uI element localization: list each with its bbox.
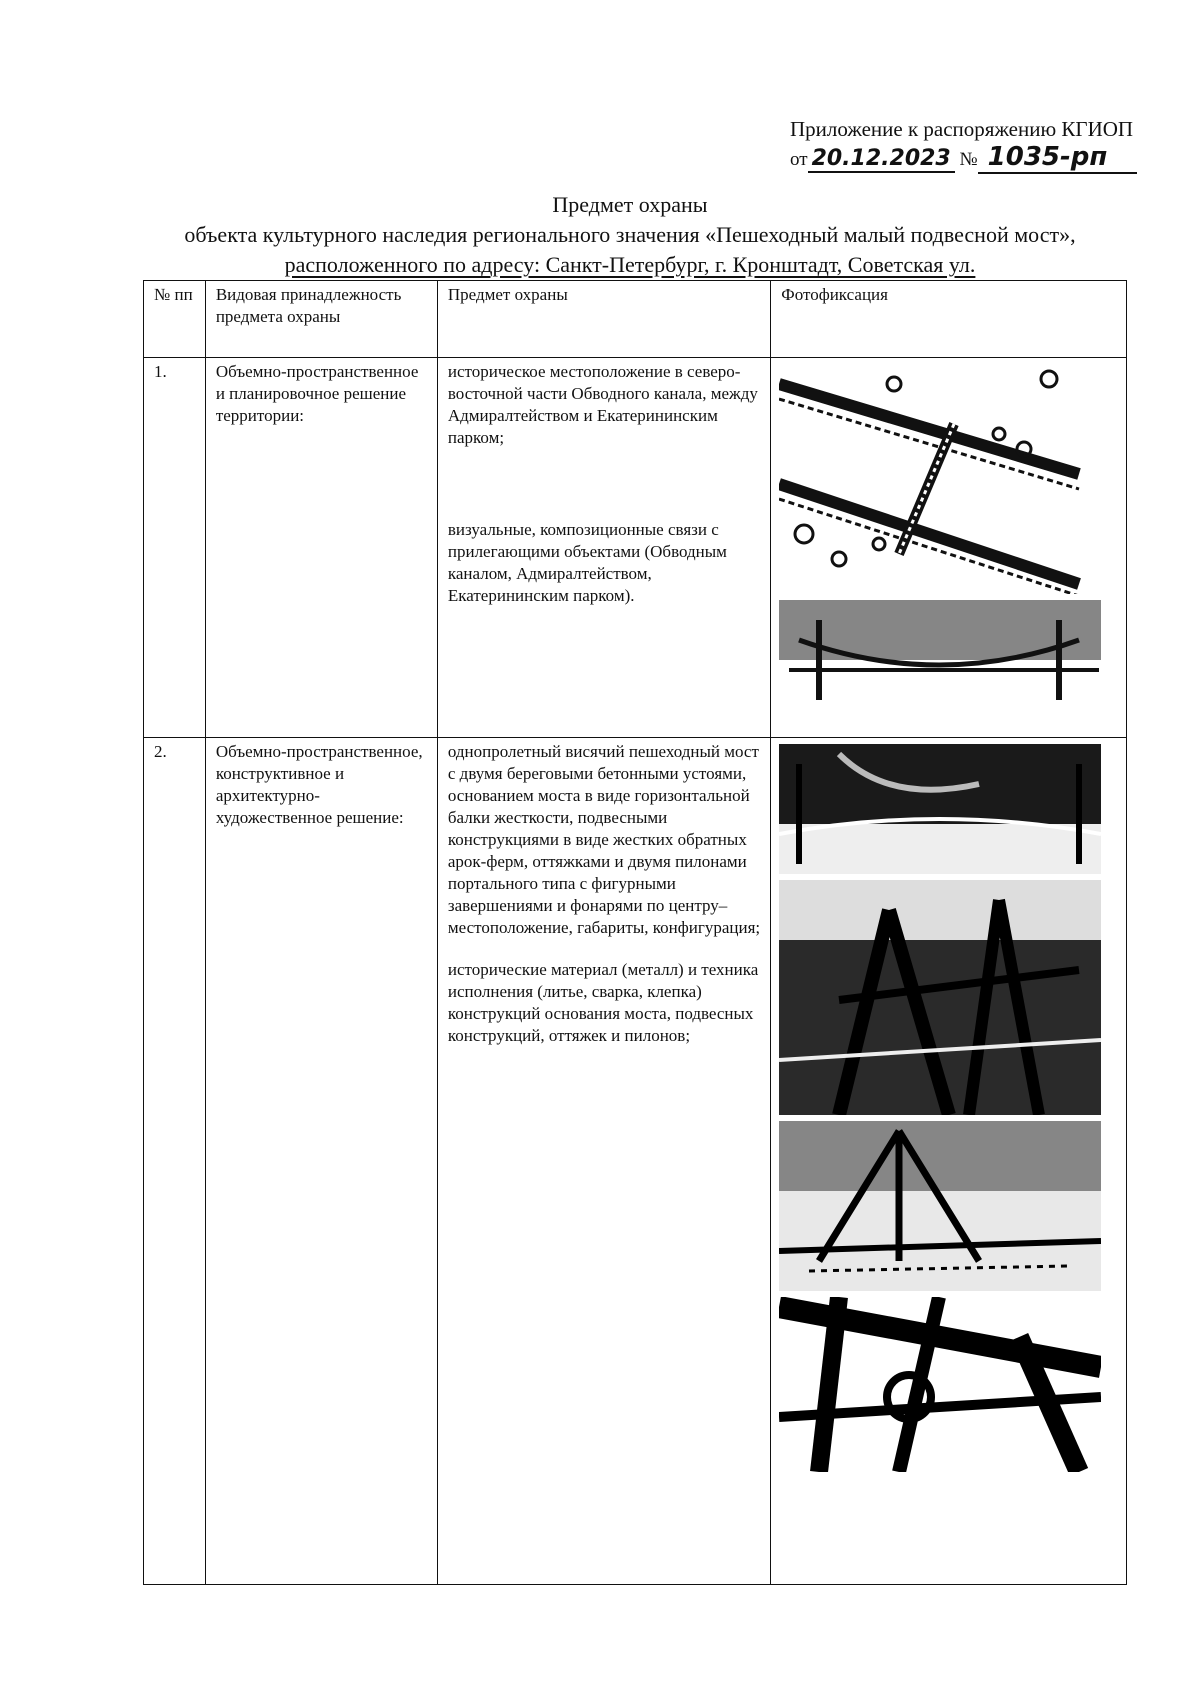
header-subject: Предмет охраны [437, 281, 770, 358]
table-row [144, 358, 1127, 738]
table-header-row [144, 281, 1127, 358]
row-type: Объемно-пространственное, конструктивное и архитектурно-художественное решение: [205, 738, 437, 1585]
bridge-photo [779, 600, 1101, 708]
appendix-ref [790, 144, 1160, 173]
appendix-number-sign: № [959, 149, 978, 170]
row-subject [437, 358, 770, 738]
subject-paragraph: историческое местоположение в северо-восточной части Обводного канала, между Адмиралтейством и Екатерининским парком; [447, 362, 758, 447]
subject-paragraph: визуальные, композиционные связи с прилегающими объектами (Обводным каналом, Адмиралтейством, Екатерининским парком). [447, 520, 727, 605]
appendix-header [790, 116, 1160, 173]
protection-subject-table [143, 280, 1127, 1585]
appendix-date: 20.12.2023 [808, 146, 955, 173]
title-line-3: расположенного по адресу: Санкт-Петербург, г. Кронштадт, Советская ул. [284, 252, 976, 277]
bridge-photo [779, 744, 1101, 874]
site-plan-image [779, 364, 1101, 594]
header-num: № пп [144, 281, 206, 358]
row-subject [437, 738, 770, 1585]
appendix-number: 1035-рп [978, 142, 1138, 174]
arch-truss-photo [779, 1121, 1101, 1291]
detail-photo [779, 1297, 1101, 1472]
document-title [130, 190, 1130, 280]
row-photos [771, 358, 1127, 738]
pylon-photo [779, 880, 1101, 1115]
title-line-1: Предмет охраны [552, 192, 708, 217]
subject-paragraph: однопролетный висячий пешеходный мост с двумя береговыми бетонными устоями, основанием моста в виде горизонтальной балки жесткости, подвесными конструкциями в виде жестких обратных арок-ферм, оттяжками и двумя пилонами портального типа с фигурными завершениями и фонарями по центру– местоположение, габариты, конфигурация; [447, 742, 761, 937]
appendix-from: от [790, 149, 808, 170]
title-line-2: объекта культурного наследия регионального значения «Пешеходный малый подвесной мост», [184, 222, 1076, 247]
row-photos [771, 738, 1127, 1585]
header-type: Видовая принадлежность предмета охраны [205, 281, 437, 358]
row-num: 2. [144, 738, 206, 1585]
table-row [144, 738, 1127, 1585]
row-type: Объемно-пространственное и планировочное решение территории: [205, 358, 437, 738]
appendix-title: Приложение к распоряжению КГИОП [790, 117, 1134, 141]
header-photo: Фотофиксация [771, 281, 1127, 358]
row-num: 1. [144, 358, 206, 738]
subject-paragraph: исторические материал (металл) и техника исполнения (литье, сварка, клепка) конструкций основания моста, подвесных конструкций, оттяжек и пилонов; [447, 960, 759, 1045]
